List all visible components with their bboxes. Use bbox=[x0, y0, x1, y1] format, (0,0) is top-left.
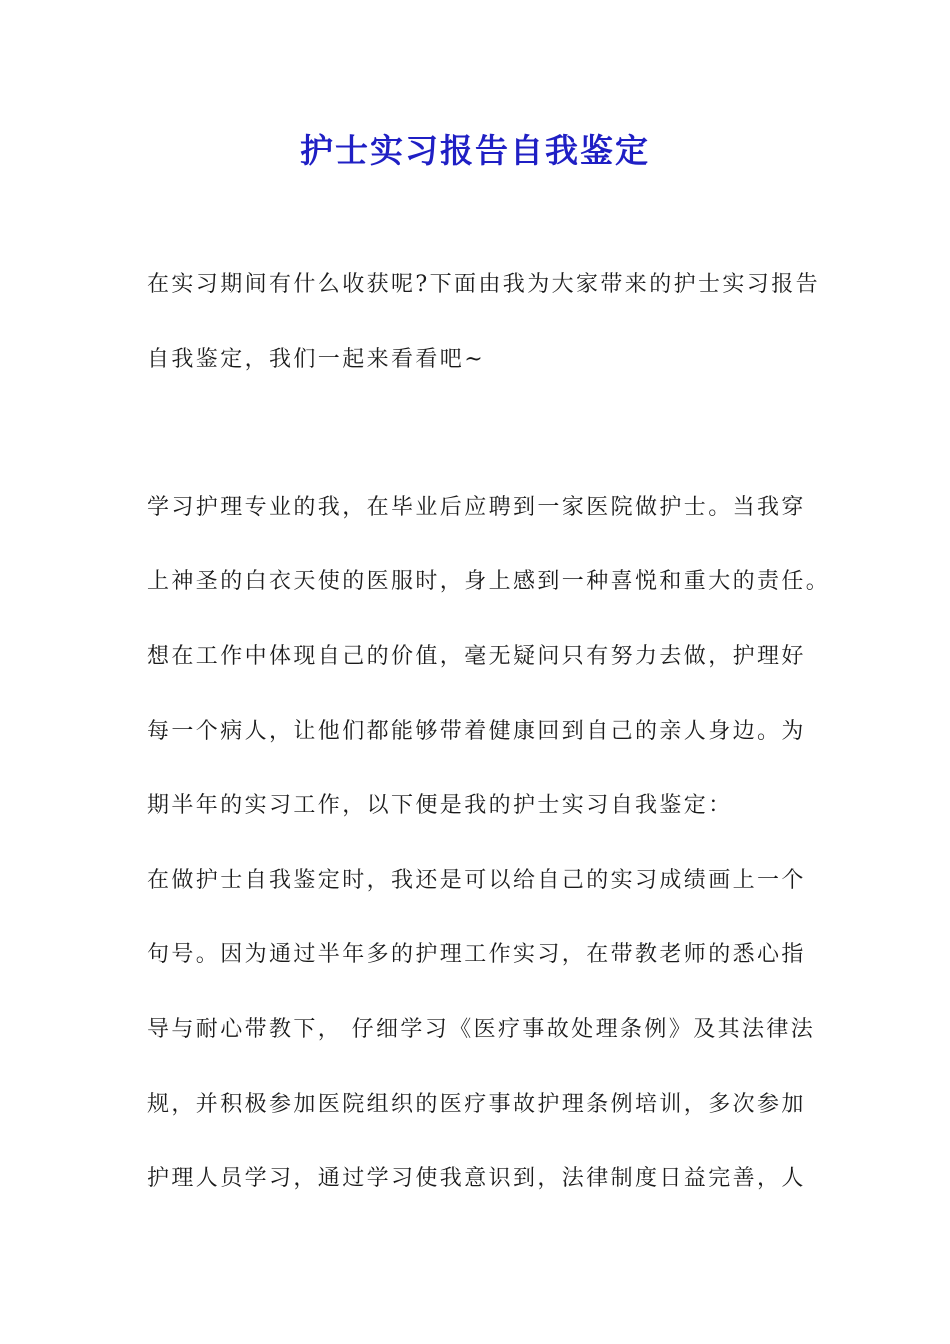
body-line-6: 在做护士自我鉴定时，我还是可以给自己的实习成绩画上一个 bbox=[147, 868, 806, 893]
body-line-9: 规，并积极参加医院组织的医疗事故护理条例培训，多次参加 bbox=[147, 1092, 806, 1117]
intro-line-1: 在实习期间有什么收获呢?下面由我为大家带来的护士实习报告 bbox=[147, 272, 820, 297]
body-line-3: 想在工作中体现自己的价值，毫无疑问只有努力去做，护理好 bbox=[147, 644, 806, 669]
body-line-2: 上神圣的白衣天使的医服时，身上感到一种喜悦和重大的责任。 bbox=[147, 569, 831, 594]
body-line-10: 护理人员学习，通过学习使我意识到，法律制度日益完善，人 bbox=[147, 1166, 806, 1191]
document-title: 护士实习报告自我鉴定 bbox=[300, 131, 650, 170]
body-line-8: 导与耐心带教下， 仔细学习《医疗事故处理条例》及其法律法 bbox=[147, 1017, 816, 1042]
body-line-7: 句号。因为通过半年多的护理工作实习，在带教老师的悉心指 bbox=[147, 942, 806, 967]
body-line-5: 期半年的实习工作，以下便是我的护士实习自我鉴定： bbox=[147, 793, 733, 818]
body-line-1: 学习护理专业的我，在毕业后应聘到一家医院做护士。当我穿 bbox=[147, 495, 806, 520]
body-line-4: 每一个病人，让他们都能够带着健康回到自己的亲人身边。为 bbox=[147, 719, 806, 744]
intro-line-2: 自我鉴定，我们一起来看看吧~ bbox=[147, 347, 486, 372]
